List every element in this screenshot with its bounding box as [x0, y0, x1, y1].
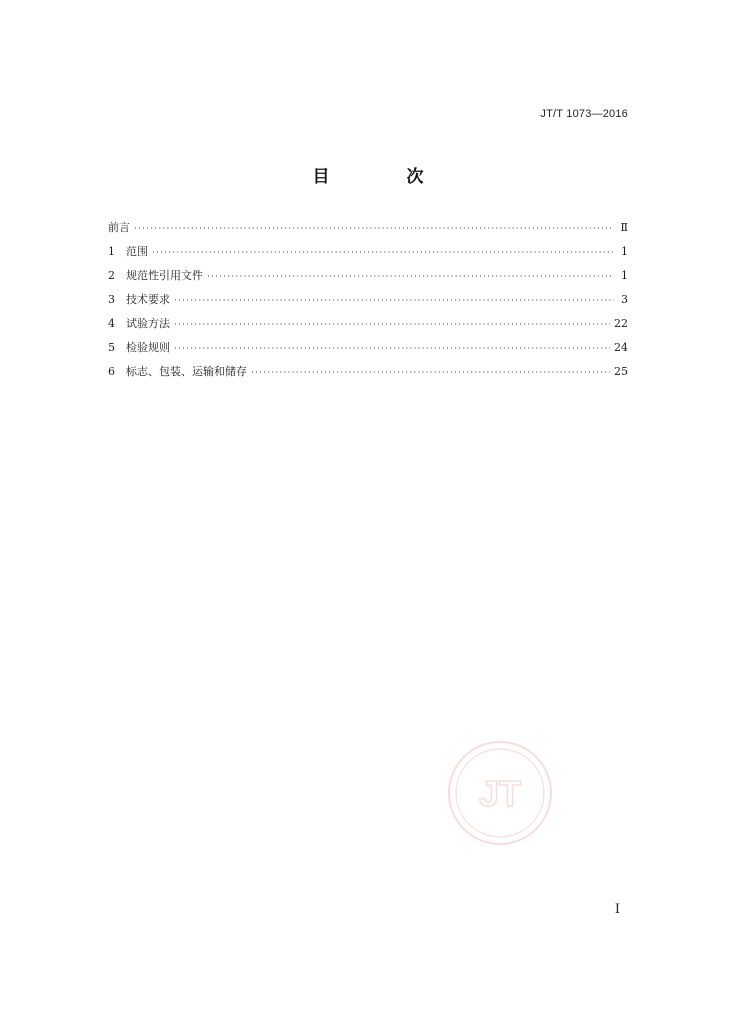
toc-entry-test-methods[interactable]	[108, 312, 628, 336]
toc-entry-number: 1	[108, 245, 115, 258]
toc-entry-page: 1	[621, 269, 628, 282]
jt-watermark-logo	[447, 740, 553, 846]
toc-entry-normative-references[interactable]	[108, 264, 628, 288]
toc-leader-dots	[152, 241, 614, 265]
toc-entry-page: 1	[621, 245, 628, 258]
toc-leader-dots	[174, 337, 610, 361]
toc-entry-page: 22	[614, 317, 628, 330]
toc-entry-label: 规范性引用文件	[126, 269, 203, 282]
toc-leader-dots	[134, 217, 614, 241]
toc-entry-marking-packaging[interactable]	[108, 360, 628, 384]
toc-title: 目 次	[312, 167, 454, 187]
toc-entry-page: Ⅱ	[620, 221, 628, 234]
toc-leader-dots	[207, 265, 614, 289]
toc-entry-page: 3	[621, 293, 628, 306]
toc-entry-number: 6	[108, 365, 115, 378]
toc-entry-label: 检验规则	[126, 341, 170, 354]
toc-leader-dots	[174, 289, 614, 313]
toc-leader-dots	[251, 361, 610, 385]
toc-entry-label: 试验方法	[126, 317, 170, 330]
toc-entry-label: 范围	[126, 245, 148, 258]
toc-leader-dots	[174, 313, 610, 337]
toc-entry-number: 5	[108, 341, 115, 354]
toc-entry-page: 25	[614, 365, 628, 378]
toc-entry-label: 标志、包装、运输和储存	[126, 365, 247, 378]
toc-entry-page: 24	[614, 341, 628, 354]
toc-entry-scope[interactable]	[108, 240, 628, 264]
toc-entry-number: 2	[108, 269, 115, 282]
toc-entry-label: 前言	[108, 221, 130, 234]
toc-entry-foreword[interactable]	[108, 216, 628, 240]
toc-entry-technical-requirements[interactable]	[108, 288, 628, 312]
table-of-contents	[108, 216, 628, 384]
toc-entry-inspection-rules[interactable]	[108, 336, 628, 360]
toc-entry-number: 4	[108, 317, 115, 330]
svg-text:JT: JT	[478, 773, 522, 814]
page-number: I	[614, 902, 620, 917]
standard-code: JT/T 1073—2016	[540, 108, 628, 120]
toc-entry-label: 技术要求	[126, 293, 170, 306]
toc-entry-number: 3	[108, 293, 115, 306]
